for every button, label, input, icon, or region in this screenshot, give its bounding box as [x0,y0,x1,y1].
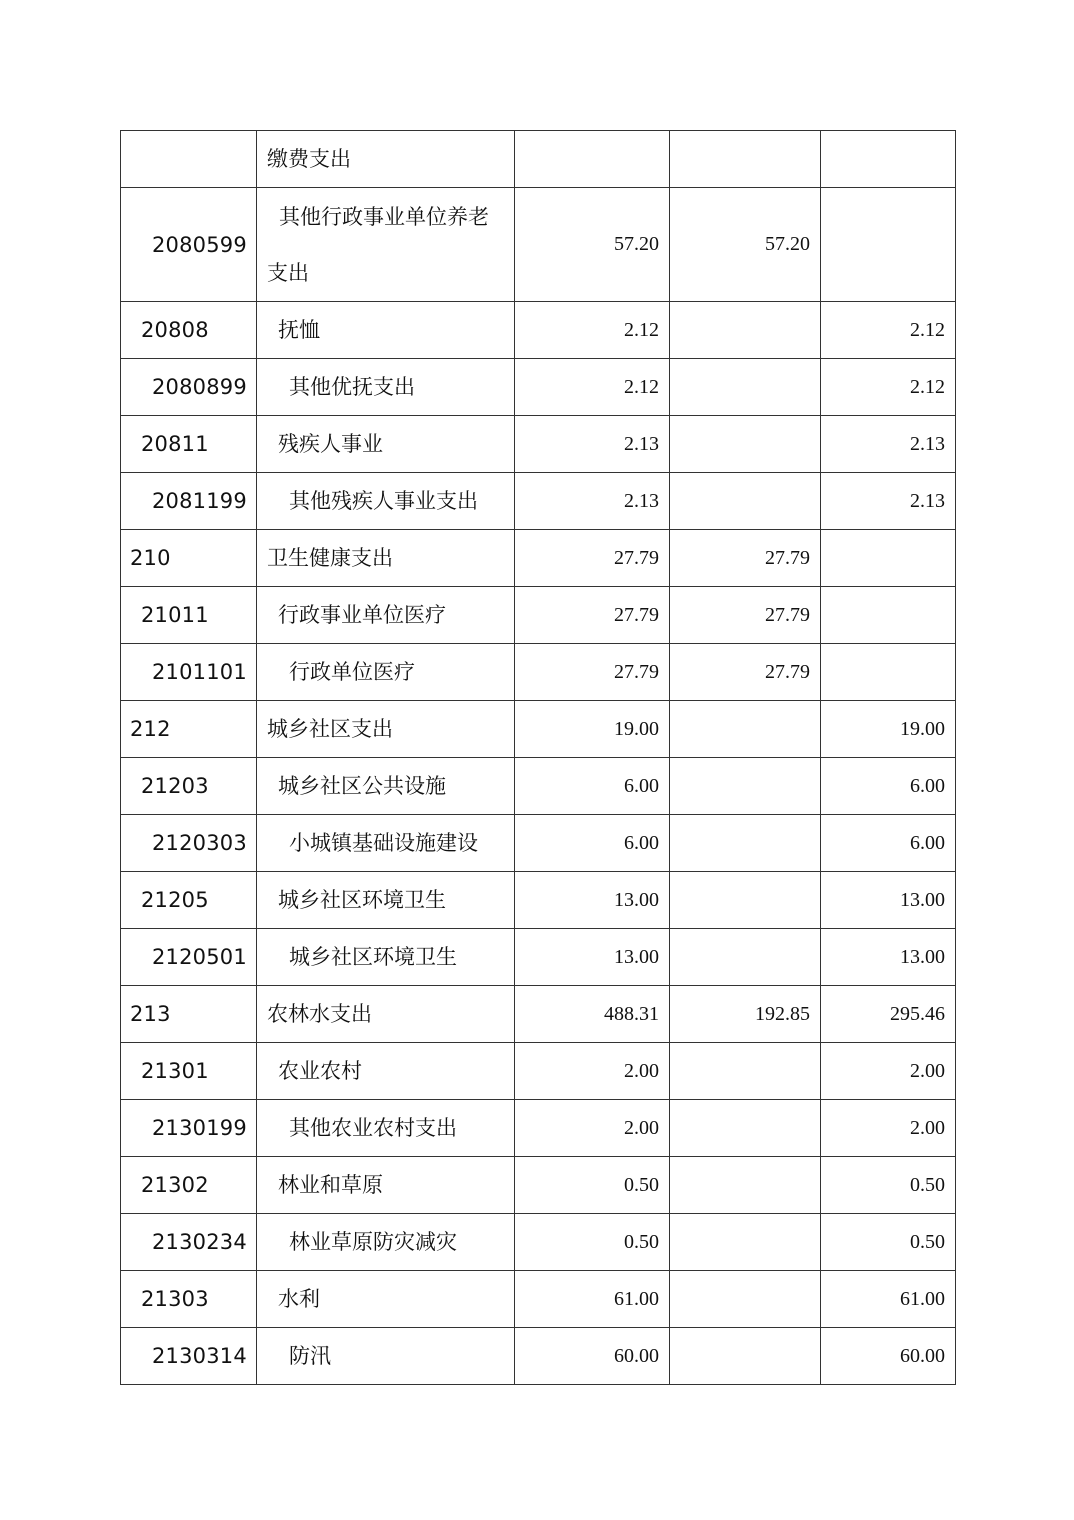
subject-code-cell: 210 [121,530,257,587]
subject-code-cell: 2080599 [121,188,257,302]
table-row [121,872,956,929]
project-expenditure-cell [821,530,956,587]
project-expenditure-cell: 61.00 [821,1271,956,1328]
table-row [121,1100,956,1157]
total-amount-cell: 2.13 [515,416,670,473]
total-amount-cell: 6.00 [515,758,670,815]
subject-code-cell: 20808 [121,302,257,359]
subject-code-cell: 21011 [121,587,257,644]
subject-code-cell: 21303 [121,1271,257,1328]
basic-expenditure-cell [670,1214,821,1271]
subject-name-cell: 其他残疾人事业支出 [257,473,515,530]
table-row [121,701,956,758]
basic-expenditure-cell [670,1328,821,1385]
subject-code-cell: 2101101 [121,644,257,701]
total-amount-cell: 13.00 [515,872,670,929]
basic-expenditure-cell [670,872,821,929]
total-amount-cell: 19.00 [515,701,670,758]
subject-name-cell: 其他农业农村支出 [257,1100,515,1157]
basic-expenditure-cell [670,473,821,530]
basic-expenditure-cell: 192.85 [670,986,821,1043]
subject-name-cell: 城乡社区环境卫生 [257,929,515,986]
table-row [121,188,956,302]
total-amount-cell: 6.00 [515,815,670,872]
subject-code-cell: 21301 [121,1043,257,1100]
table-row [121,1157,956,1214]
table-row [121,758,956,815]
project-expenditure-cell: 60.00 [821,1328,956,1385]
basic-expenditure-cell: 27.79 [670,530,821,587]
project-expenditure-cell: 295.46 [821,986,956,1043]
total-amount-cell: 61.00 [515,1271,670,1328]
basic-expenditure-cell [670,1271,821,1328]
total-amount-cell: 27.79 [515,644,670,701]
subject-name-cell: 防汛 [257,1328,515,1385]
subject-name-cell: 农林水支出 [257,986,515,1043]
subject-code-cell: 2081199 [121,473,257,530]
total-amount-cell: 2.00 [515,1043,670,1100]
table-row [121,473,956,530]
subject-name-line-2: 支出 [267,260,309,285]
total-amount-cell: 57.20 [515,188,670,302]
basic-expenditure-cell [670,929,821,986]
subject-name-cell [257,188,515,302]
subject-code-cell: 2130199 [121,1100,257,1157]
project-expenditure-cell: 19.00 [821,701,956,758]
table-row [121,530,956,587]
table-row [121,416,956,473]
subject-code-cell: 2120501 [121,929,257,986]
project-expenditure-cell: 13.00 [821,929,956,986]
project-expenditure-cell [821,131,956,188]
table-row [121,359,956,416]
subject-code-cell: 2130314 [121,1328,257,1385]
total-amount-cell: 27.79 [515,530,670,587]
project-expenditure-cell: 2.13 [821,473,956,530]
total-amount-cell: 13.00 [515,929,670,986]
table-row [121,986,956,1043]
subject-name-cell: 行政单位医疗 [257,644,515,701]
subject-code-cell: 2120303 [121,815,257,872]
basic-expenditure-cell [670,1157,821,1214]
table-row [121,1043,956,1100]
subject-code-cell: 213 [121,986,257,1043]
project-expenditure-cell [821,188,956,302]
total-amount-cell: 60.00 [515,1328,670,1385]
basic-expenditure-cell [670,758,821,815]
subject-name-cell: 农业农村 [257,1043,515,1100]
subject-name-cell: 残疾人事业 [257,416,515,473]
subject-name-cell: 抚恤 [257,302,515,359]
table-row [121,644,956,701]
budget-table-body [121,131,956,1385]
subject-code-cell: 21203 [121,758,257,815]
subject-name-cell: 城乡社区公共设施 [257,758,515,815]
total-amount-cell: 27.79 [515,587,670,644]
table-row [121,131,956,188]
subject-code-cell: 20811 [121,416,257,473]
subject-name-cell: 城乡社区支出 [257,701,515,758]
subject-code-cell: 21205 [121,872,257,929]
basic-expenditure-cell: 57.20 [670,188,821,302]
total-amount-cell: 0.50 [515,1214,670,1271]
table-row [121,929,956,986]
table-row [121,1271,956,1328]
project-expenditure-cell: 0.50 [821,1157,956,1214]
total-amount-cell [515,131,670,188]
basic-expenditure-cell [670,701,821,758]
basic-expenditure-cell [670,1100,821,1157]
basic-expenditure-cell [670,1043,821,1100]
project-expenditure-cell: 6.00 [821,758,956,815]
subject-code-cell: 212 [121,701,257,758]
subject-name-cell: 小城镇基础设施建设 [257,815,515,872]
table-row [121,1328,956,1385]
project-expenditure-cell: 2.00 [821,1100,956,1157]
subject-name-cell: 行政事业单位医疗 [257,587,515,644]
total-amount-cell: 2.12 [515,359,670,416]
total-amount-cell: 2.13 [515,473,670,530]
project-expenditure-cell: 2.00 [821,1043,956,1100]
project-expenditure-cell [821,587,956,644]
basic-expenditure-cell: 27.79 [670,644,821,701]
subject-code-cell: 2130234 [121,1214,257,1271]
subject-code-cell: 2080899 [121,359,257,416]
basic-expenditure-cell [670,416,821,473]
basic-expenditure-cell [670,815,821,872]
total-amount-cell: 2.00 [515,1100,670,1157]
budget-table [120,130,956,1385]
table-row [121,1214,956,1271]
subject-name-cell: 林业和草原 [257,1157,515,1214]
subject-code-cell: 21302 [121,1157,257,1214]
project-expenditure-cell: 6.00 [821,815,956,872]
basic-expenditure-cell [670,359,821,416]
project-expenditure-cell: 2.12 [821,302,956,359]
table-row [121,302,956,359]
project-expenditure-cell: 2.12 [821,359,956,416]
project-expenditure-cell: 2.13 [821,416,956,473]
subject-name-cell: 其他优抚支出 [257,359,515,416]
table-row [121,815,956,872]
subject-name-line-1: 其他行政事业单位养老 [279,204,489,229]
subject-name-cell: 卫生健康支出 [257,530,515,587]
subject-name-cell: 城乡社区环境卫生 [257,872,515,929]
project-expenditure-cell: 13.00 [821,872,956,929]
project-expenditure-cell [821,644,956,701]
table-row [121,587,956,644]
total-amount-cell: 2.12 [515,302,670,359]
subject-name-cell: 林业草原防灾减灾 [257,1214,515,1271]
project-expenditure-cell: 0.50 [821,1214,956,1271]
basic-expenditure-cell [670,131,821,188]
basic-expenditure-cell [670,302,821,359]
subject-name-cell: 水利 [257,1271,515,1328]
subject-code-cell [121,131,257,188]
total-amount-cell: 0.50 [515,1157,670,1214]
total-amount-cell: 488.31 [515,986,670,1043]
basic-expenditure-cell: 27.79 [670,587,821,644]
subject-name-cell: 缴费支出 [257,131,515,188]
